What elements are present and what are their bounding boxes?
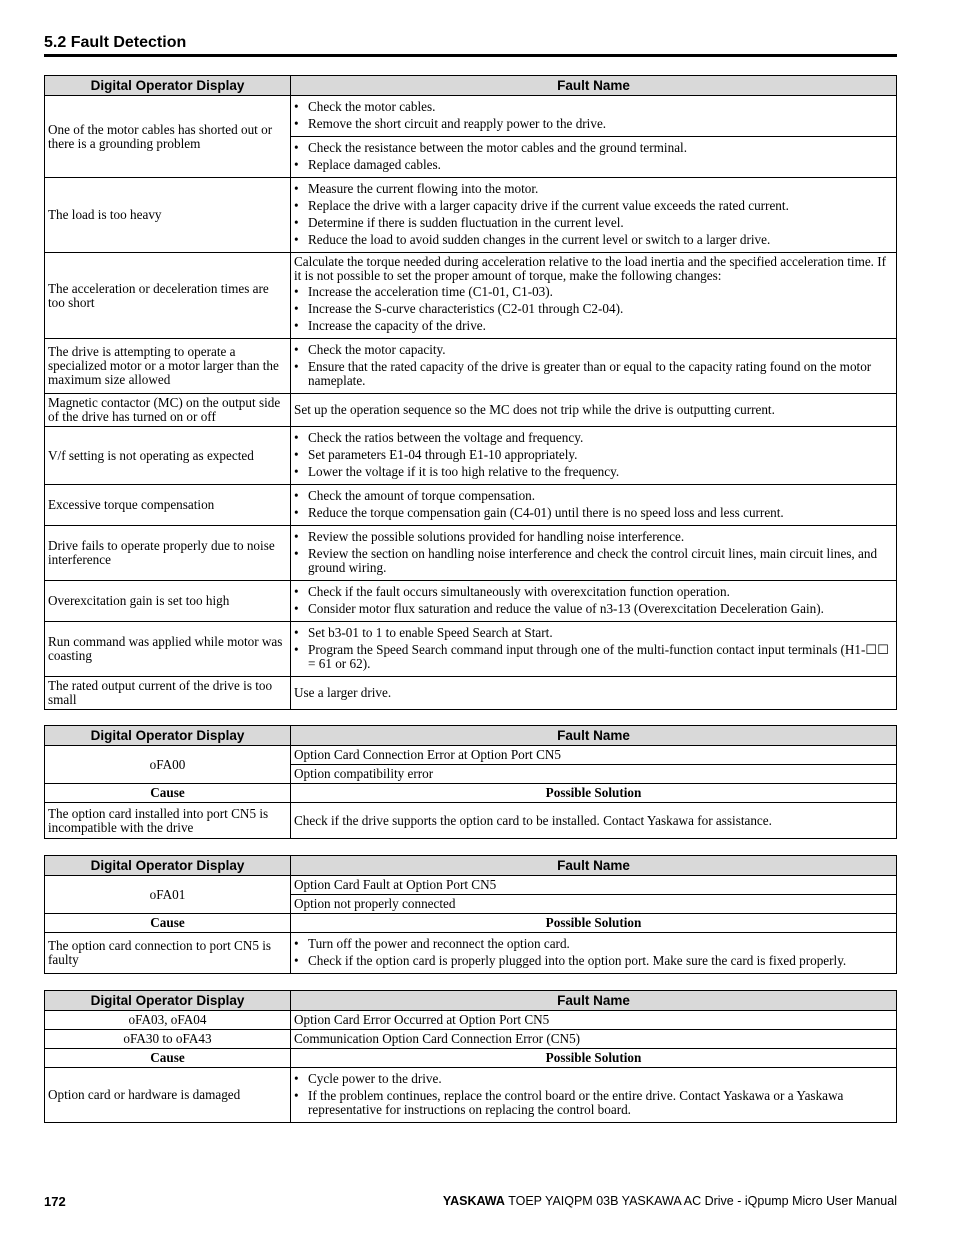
fault-table-ofa00 — [44, 725, 897, 839]
solution-list — [294, 626, 893, 671]
cause-header: Cause — [45, 1049, 291, 1068]
table-row — [45, 253, 897, 339]
header-digital-operator-display: Digital Operator Display — [45, 726, 291, 746]
section-title: 5.2 Fault Detection — [44, 34, 187, 51]
solution-header: Possible Solution — [291, 914, 897, 933]
solution-list — [294, 285, 893, 333]
table-row — [45, 677, 897, 710]
fault-table-ofa01 — [44, 855, 897, 974]
table-row — [45, 526, 897, 581]
cause-cell: One of the motor cables has shorted out or there is a grounding problem — [45, 96, 291, 178]
fault-code: oFA01 — [45, 876, 291, 914]
table-row — [45, 394, 897, 427]
table-row — [45, 96, 897, 137]
footer-doc-title — [443, 1194, 897, 1208]
solution-item: • Check if the option card is properly plugged into the option port. Make sure the card is fixed properly. — [294, 954, 893, 968]
cause-cell: The acceleration or deceleration times are too short — [45, 253, 291, 339]
footer-brand: YASKAWA — [442, 1194, 505, 1208]
cause-cell: The option card installed into port CN5 is incompatible with the drive — [45, 803, 291, 839]
solution-item: • Cycle power to the drive. — [294, 1072, 893, 1086]
fault-table-ofa03 — [44, 990, 897, 1123]
header-digital-operator-display: Digital Operator Display — [45, 76, 291, 96]
solution-item: • Determine if there is sudden fluctuation in the current level. — [294, 216, 893, 230]
cause-cell: Run command was applied while motor was coasting — [45, 622, 291, 677]
solution-item: • Consider motor flux saturation and reduce the value of n3-13 (Overexcitation Deceleration Gain). — [294, 602, 893, 616]
solution-cell — [291, 427, 897, 485]
solution-list — [294, 100, 893, 131]
solution-list — [294, 182, 893, 247]
page-number: 172 — [44, 1194, 66, 1209]
table-row — [45, 622, 897, 677]
fault-code: oFA30 to oFA43 — [45, 1030, 291, 1049]
solution-item: • If the problem continues, replace the control board or the entire drive. Contact Yaskawa or a Yaskawa representative for instructions on replacing the control board. — [294, 1089, 893, 1117]
solution-cell — [291, 485, 897, 526]
cause-cell: The load is too heavy — [45, 178, 291, 253]
cause-cell: Excessive torque compensation — [45, 485, 291, 526]
fault-name: Option Card Connection Error at Option Port CN5 — [291, 746, 897, 765]
solution-item: • Check if the fault occurs simultaneously with overexcitation function operation. — [294, 585, 893, 599]
table-row — [45, 485, 897, 526]
solution-header: Possible Solution — [291, 1049, 897, 1068]
cause-cell: V/f setting is not operating as expected — [45, 427, 291, 485]
solution-list — [294, 585, 893, 616]
fault-name: Option Card Fault at Option Port CN5 — [291, 876, 897, 895]
fault-name: Communication Option Card Connection Error (CN5) — [291, 1030, 897, 1049]
cause-header: Cause — [45, 914, 291, 933]
solution-item: • Ensure that the rated capacity of the drive is greater than or equal to the capacity rating found on the motor nameplate. — [294, 360, 893, 388]
solution-item: • Increase the acceleration time (C1-01, C1-03). — [294, 285, 893, 299]
solution-item: • Check the motor cables. — [294, 100, 893, 114]
table-row — [45, 178, 897, 253]
solution-item: • Program the Speed Search command input through one of the multi-function contact input terminals (H1-☐☐ = 61 or 62). — [294, 643, 893, 671]
solution-header: Possible Solution — [291, 784, 897, 803]
solution-list — [294, 489, 893, 520]
cause-cell: Overexcitation gain is set too high — [45, 581, 291, 622]
solution-item: • Check the ratios between the voltage and frequency. — [294, 431, 893, 445]
solution-item: • Replace damaged cables. — [294, 158, 893, 172]
table-row — [45, 427, 897, 485]
solution-item: • Review the section on handling noise interference and check the control circuit lines, main circuit lines, and ground wiring. — [294, 547, 893, 575]
solution-item: • Set parameters E1-04 through E1-10 appropriately. — [294, 448, 893, 462]
fault-description: Option not properly connected — [291, 895, 897, 914]
solution-cell — [291, 622, 897, 677]
solution-cell — [291, 339, 897, 394]
solution-list — [294, 431, 893, 479]
cause-cell: Drive fails to operate properly due to noise interference — [45, 526, 291, 581]
header-fault-name: Fault Name — [291, 76, 897, 96]
fault-code: oFA00 — [45, 746, 291, 784]
solution-item: • Set b3-01 to 1 to enable Speed Search at Start. — [294, 626, 893, 640]
solution-item: • Check the amount of torque compensation. — [294, 489, 893, 503]
solution-item: • Reduce the torque compensation gain (C4-01) until there is no speed loss and less current. — [294, 506, 893, 520]
cause-header: Cause — [45, 784, 291, 803]
fault-name: Option Card Error Occurred at Option Port CN5 — [291, 1011, 897, 1030]
solution-item: • Review the possible solutions provided for handling noise interference. — [294, 530, 893, 544]
solution-list — [294, 141, 893, 172]
cause-cell: Option card or hardware is damaged — [45, 1068, 291, 1123]
solution-item: • Check the resistance between the motor cables and the ground terminal. — [294, 141, 893, 155]
solution-item: • Reduce the load to avoid sudden changes in the current level or switch to a larger drive. — [294, 233, 893, 247]
header-fault-name: Fault Name — [291, 726, 897, 746]
solution-list — [294, 343, 893, 388]
solution-cell — [291, 96, 897, 137]
solution-item: • Increase the capacity of the drive. — [294, 319, 893, 333]
solution-cell — [291, 581, 897, 622]
header-digital-operator-display: Digital Operator Display — [45, 991, 291, 1011]
cause-cell: Magnetic contactor (MC) on the output side of the drive has turned on or off — [45, 394, 291, 427]
table-row — [45, 581, 897, 622]
solution-item: • Increase the S-curve characteristics (C2-01 through C2-04). — [294, 302, 893, 316]
header-digital-operator-display: Digital Operator Display — [45, 856, 291, 876]
cause-cell: The drive is attempting to operate a specialized motor or a motor larger than the maximum size allowed — [45, 339, 291, 394]
solution-cell — [291, 137, 897, 178]
footer-doc: TOEP YAIQPM 03B YASKAWA AC Drive - iQpump Micro User Manual — [508, 1194, 897, 1208]
solution-cell: Check if the drive supports the option card to be installed. Contact Yaskawa for assistance. — [291, 803, 897, 839]
fault-table-main — [44, 75, 897, 710]
solution-list — [294, 530, 893, 575]
cause-cell: The option card connection to port CN5 is faulty — [45, 933, 291, 974]
fault-code: oFA03, oFA04 — [45, 1011, 291, 1030]
header-fault-name: Fault Name — [291, 991, 897, 1011]
fault-description: Option compatibility error — [291, 765, 897, 784]
solution-item: • Lower the voltage if it is too high relative to the frequency. — [294, 465, 893, 479]
solution-item: • Remove the short circuit and reapply power to the drive. — [294, 117, 893, 131]
solution-cell — [291, 933, 897, 974]
solution-cell — [291, 1068, 897, 1123]
solution-item: • Check the motor capacity. — [294, 343, 893, 357]
solution-cell — [291, 526, 897, 581]
solution-item: • Replace the drive with a larger capacity drive if the current value exceeds the rated current. — [294, 199, 893, 213]
solution-cell — [291, 253, 897, 339]
header-fault-name: Fault Name — [291, 856, 897, 876]
solution-item: • Turn off the power and reconnect the option card. — [294, 937, 893, 951]
solution-cell — [291, 178, 897, 253]
solution-cell: Use a larger drive. — [291, 677, 897, 710]
table-row — [45, 339, 897, 394]
header-rule — [44, 54, 897, 57]
cause-cell: The rated output current of the drive is too small — [45, 677, 291, 710]
solution-cell: Set up the operation sequence so the MC does not trip while the drive is outputting current. — [291, 394, 897, 427]
solution-item: • Measure the current flowing into the motor. — [294, 182, 893, 196]
solution-intro: Calculate the torque needed during acceleration relative to the load inertia and the specified acceleration time. If it is not possible to set the proper amount of torque, make the following changes: — [294, 254, 887, 283]
